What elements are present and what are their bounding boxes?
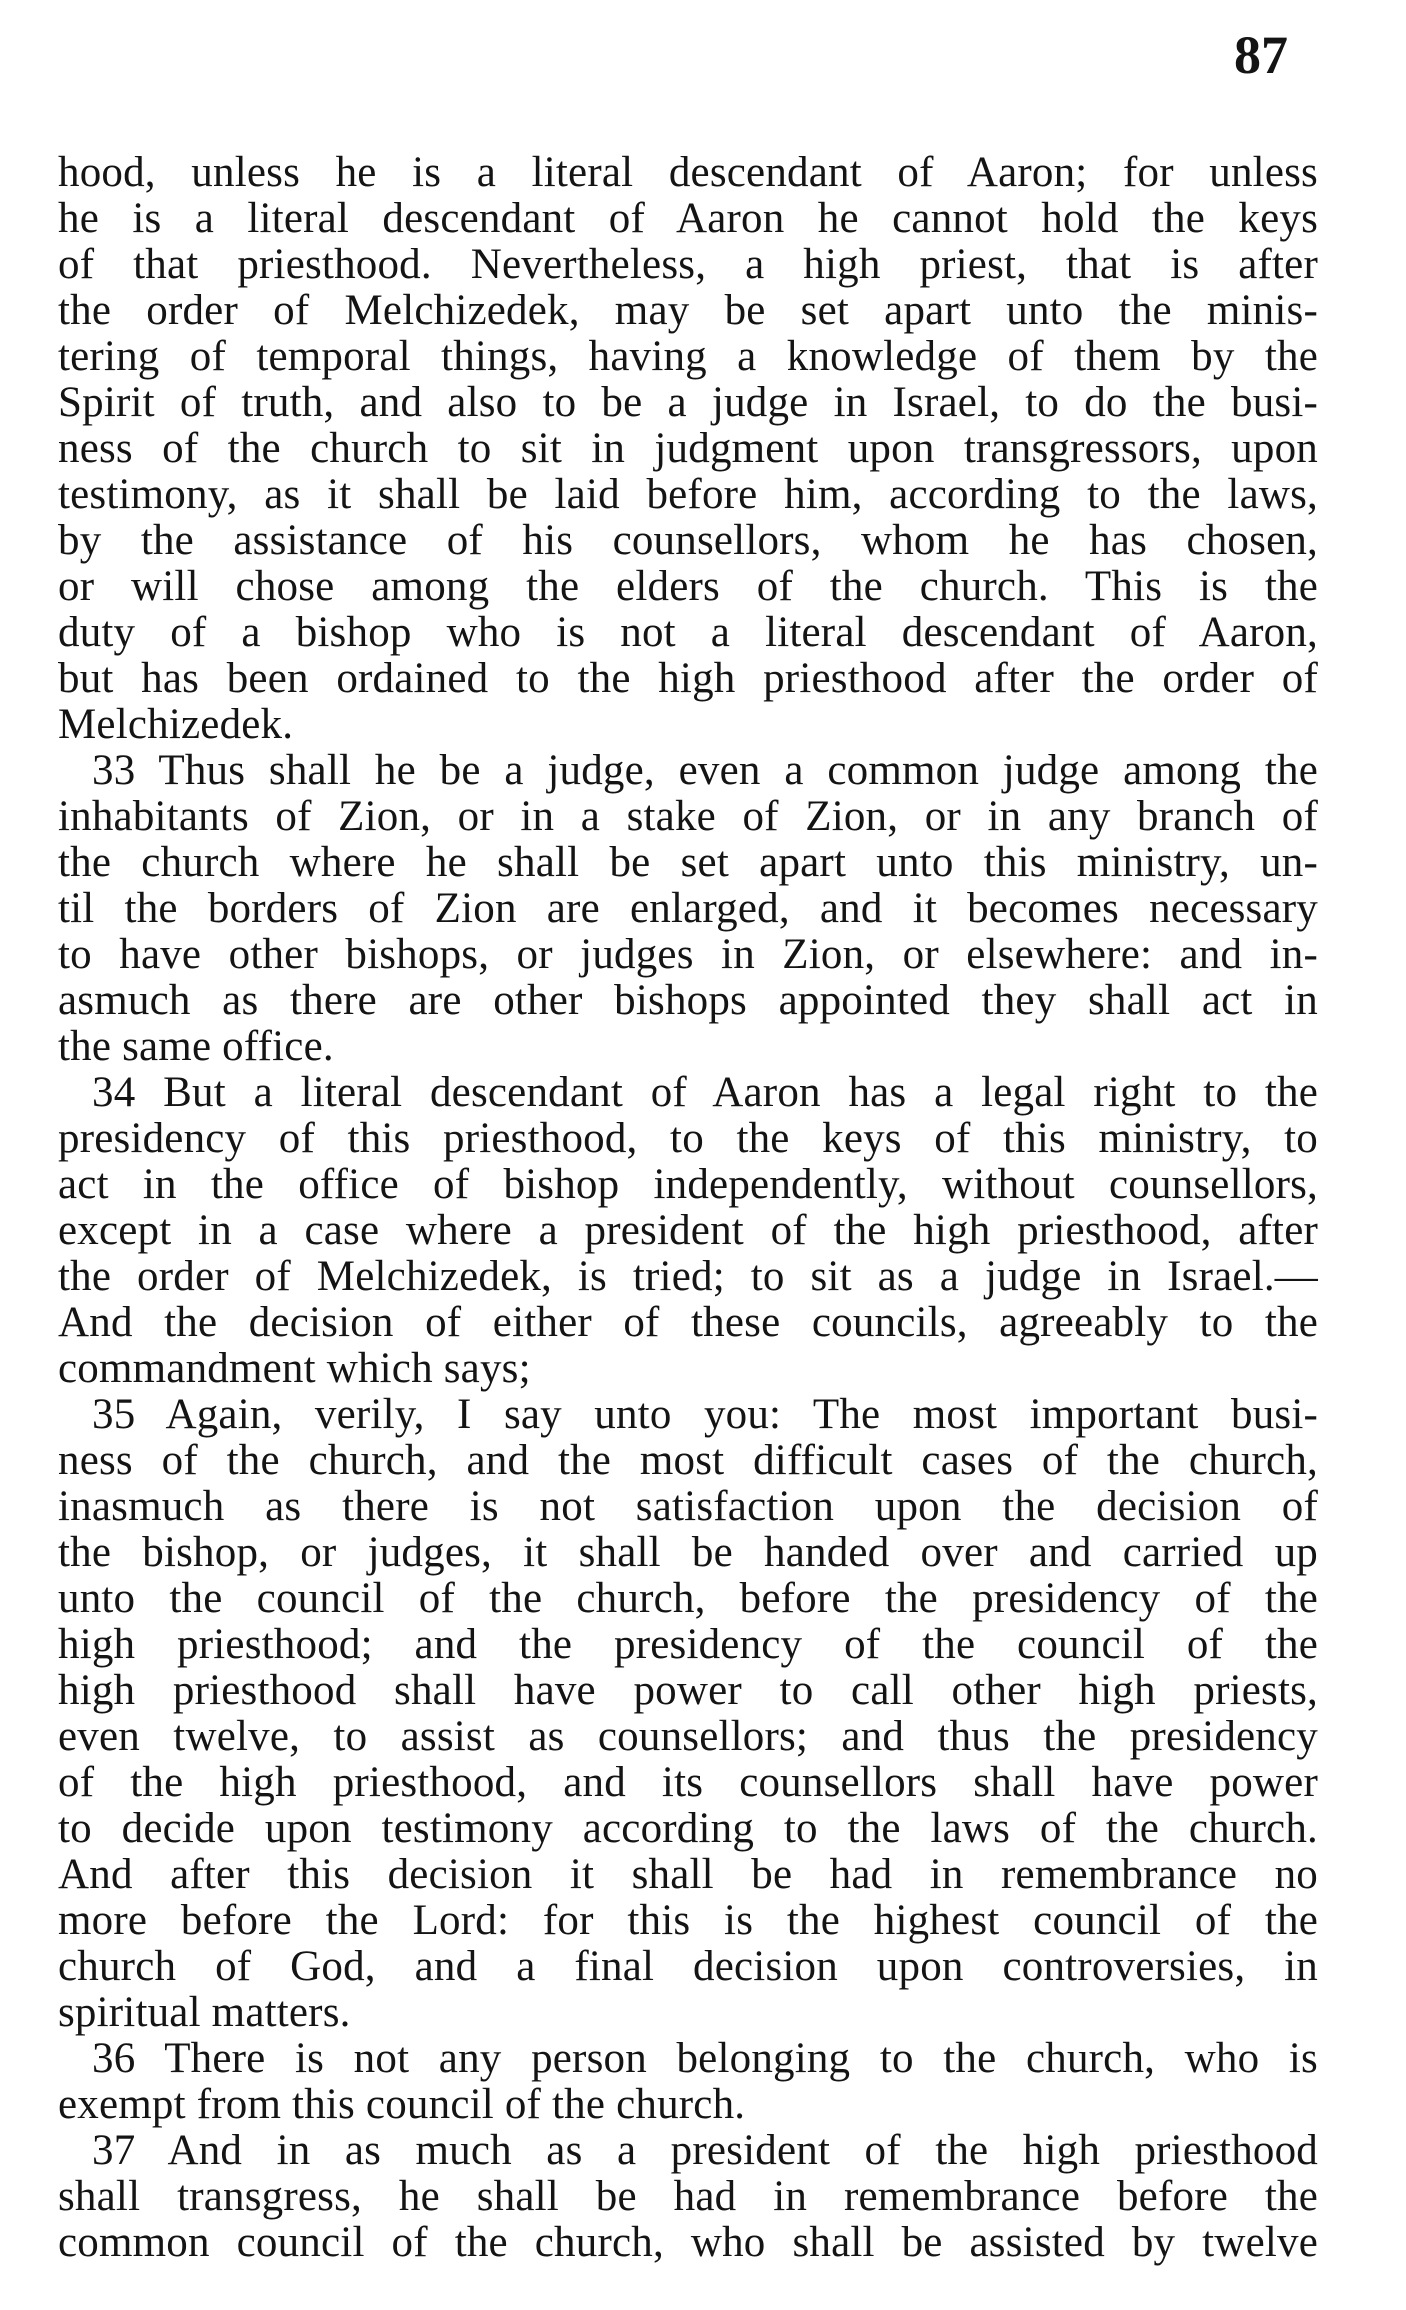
text-line: high priesthood; and the presidency of the council of the xyxy=(58,1621,1318,1668)
text-line: more before the Lord: for this is the highest council of the xyxy=(58,1897,1318,1944)
text-line: And after this decision it shall be had in remembrance no xyxy=(58,1851,1318,1898)
text-line: church of God, and a final decision upon controversies, in xyxy=(58,1943,1318,1990)
text-line: inasmuch as there is not satisfaction upon the decision of xyxy=(58,1483,1318,1530)
text-line: to have other bishops, or judges in Zion, or elsewhere: and in- xyxy=(58,931,1318,978)
text-line: til the borders of Zion are enlarged, and it becomes necessary xyxy=(58,885,1318,932)
text-line: duty of a bishop who is not a literal descendant of Aaron, xyxy=(58,609,1318,656)
text-line: the church where he shall be set apart unto this ministry, un- xyxy=(58,839,1318,886)
text-line: the bishop, or judges, it shall be handed over and carried up xyxy=(58,1529,1318,1576)
text-line: high priesthood shall have power to call other high priests, xyxy=(58,1667,1318,1714)
text-line: inhabitants of Zion, or in a stake of Zion, or in any branch of xyxy=(58,793,1318,840)
text-line: common council of the church, who shall be assisted by twelve xyxy=(58,2219,1318,2266)
text-line: tering of temporal things, having a knowledge of them by the xyxy=(58,333,1318,380)
text-line: unto the council of the church, before the presidency of the xyxy=(58,1575,1318,1622)
text-line: Melchizedek. xyxy=(58,701,294,748)
text-line: testimony, as it shall be laid before him, according to the laws, xyxy=(58,471,1318,518)
text-line: presidency of this priesthood, to the keys of this ministry, to xyxy=(58,1115,1318,1162)
text-line: hood, unless he is a literal descendant of Aaron; for unless xyxy=(58,149,1318,196)
text-line: 34 But a literal descendant of Aaron has a legal right to the xyxy=(92,1069,1318,1116)
text-line: Spirit of truth, and also to be a judge in Israel, to do the busi- xyxy=(58,379,1318,426)
text-line: asmuch as there are other bishops appointed they shall act in xyxy=(58,977,1318,1024)
text-line: except in a case where a president of the high priesthood, after xyxy=(58,1207,1318,1254)
text-line: 36 There is not any person belonging to the church, who is xyxy=(92,2035,1318,2082)
text-line: the order of Melchizedek, is tried; to sit as a judge in Israel.— xyxy=(58,1253,1318,1300)
body-text xyxy=(58,150,1318,2266)
text-line: of that priesthood. Nevertheless, a high priest, that is after xyxy=(58,241,1318,288)
page-number: 87 xyxy=(1234,25,1288,85)
text-line: 35 Again, verily, I say unto you: The most important busi- xyxy=(92,1391,1318,1438)
text-line: of the high priesthood, and its counsellors shall have power xyxy=(58,1759,1318,1806)
text-line: the same office. xyxy=(58,1023,334,1070)
text-line: to decide upon testimony according to the laws of the church. xyxy=(58,1805,1318,1852)
text-line: even twelve, to assist as counsellors; and thus the presidency xyxy=(58,1713,1318,1760)
text-line: 33 Thus shall he be a judge, even a common judge among the xyxy=(92,747,1318,794)
text-line: 37 And in as much as a president of the high priesthood xyxy=(92,2127,1318,2174)
text-line: shall transgress, he shall be had in remembrance before the xyxy=(58,2173,1318,2220)
text-line: And the decision of either of these councils, agreeably to the xyxy=(58,1299,1318,1346)
text-line: ness of the church to sit in judgment upon transgressors, upon xyxy=(58,425,1318,472)
text-line: act in the office of bishop independently, without counsellors, xyxy=(58,1161,1318,1208)
text-line: spiritual matters. xyxy=(58,1989,351,2036)
text-line: he is a literal descendant of Aaron he cannot hold the keys xyxy=(58,195,1318,242)
text-line: exempt from this council of the church. xyxy=(58,2081,746,2128)
text-line: but has been ordained to the high priesthood after the order of xyxy=(58,655,1318,702)
text-line: commandment which says; xyxy=(58,1345,531,1392)
text-line: by the assistance of his counsellors, whom he has chosen, xyxy=(58,517,1318,564)
text-line: the order of Melchizedek, may be set apart unto the minis- xyxy=(58,287,1318,334)
text-line: ness of the church, and the most difficult cases of the church, xyxy=(58,1437,1318,1484)
text-line: or will chose among the elders of the church. This is the xyxy=(58,563,1318,610)
